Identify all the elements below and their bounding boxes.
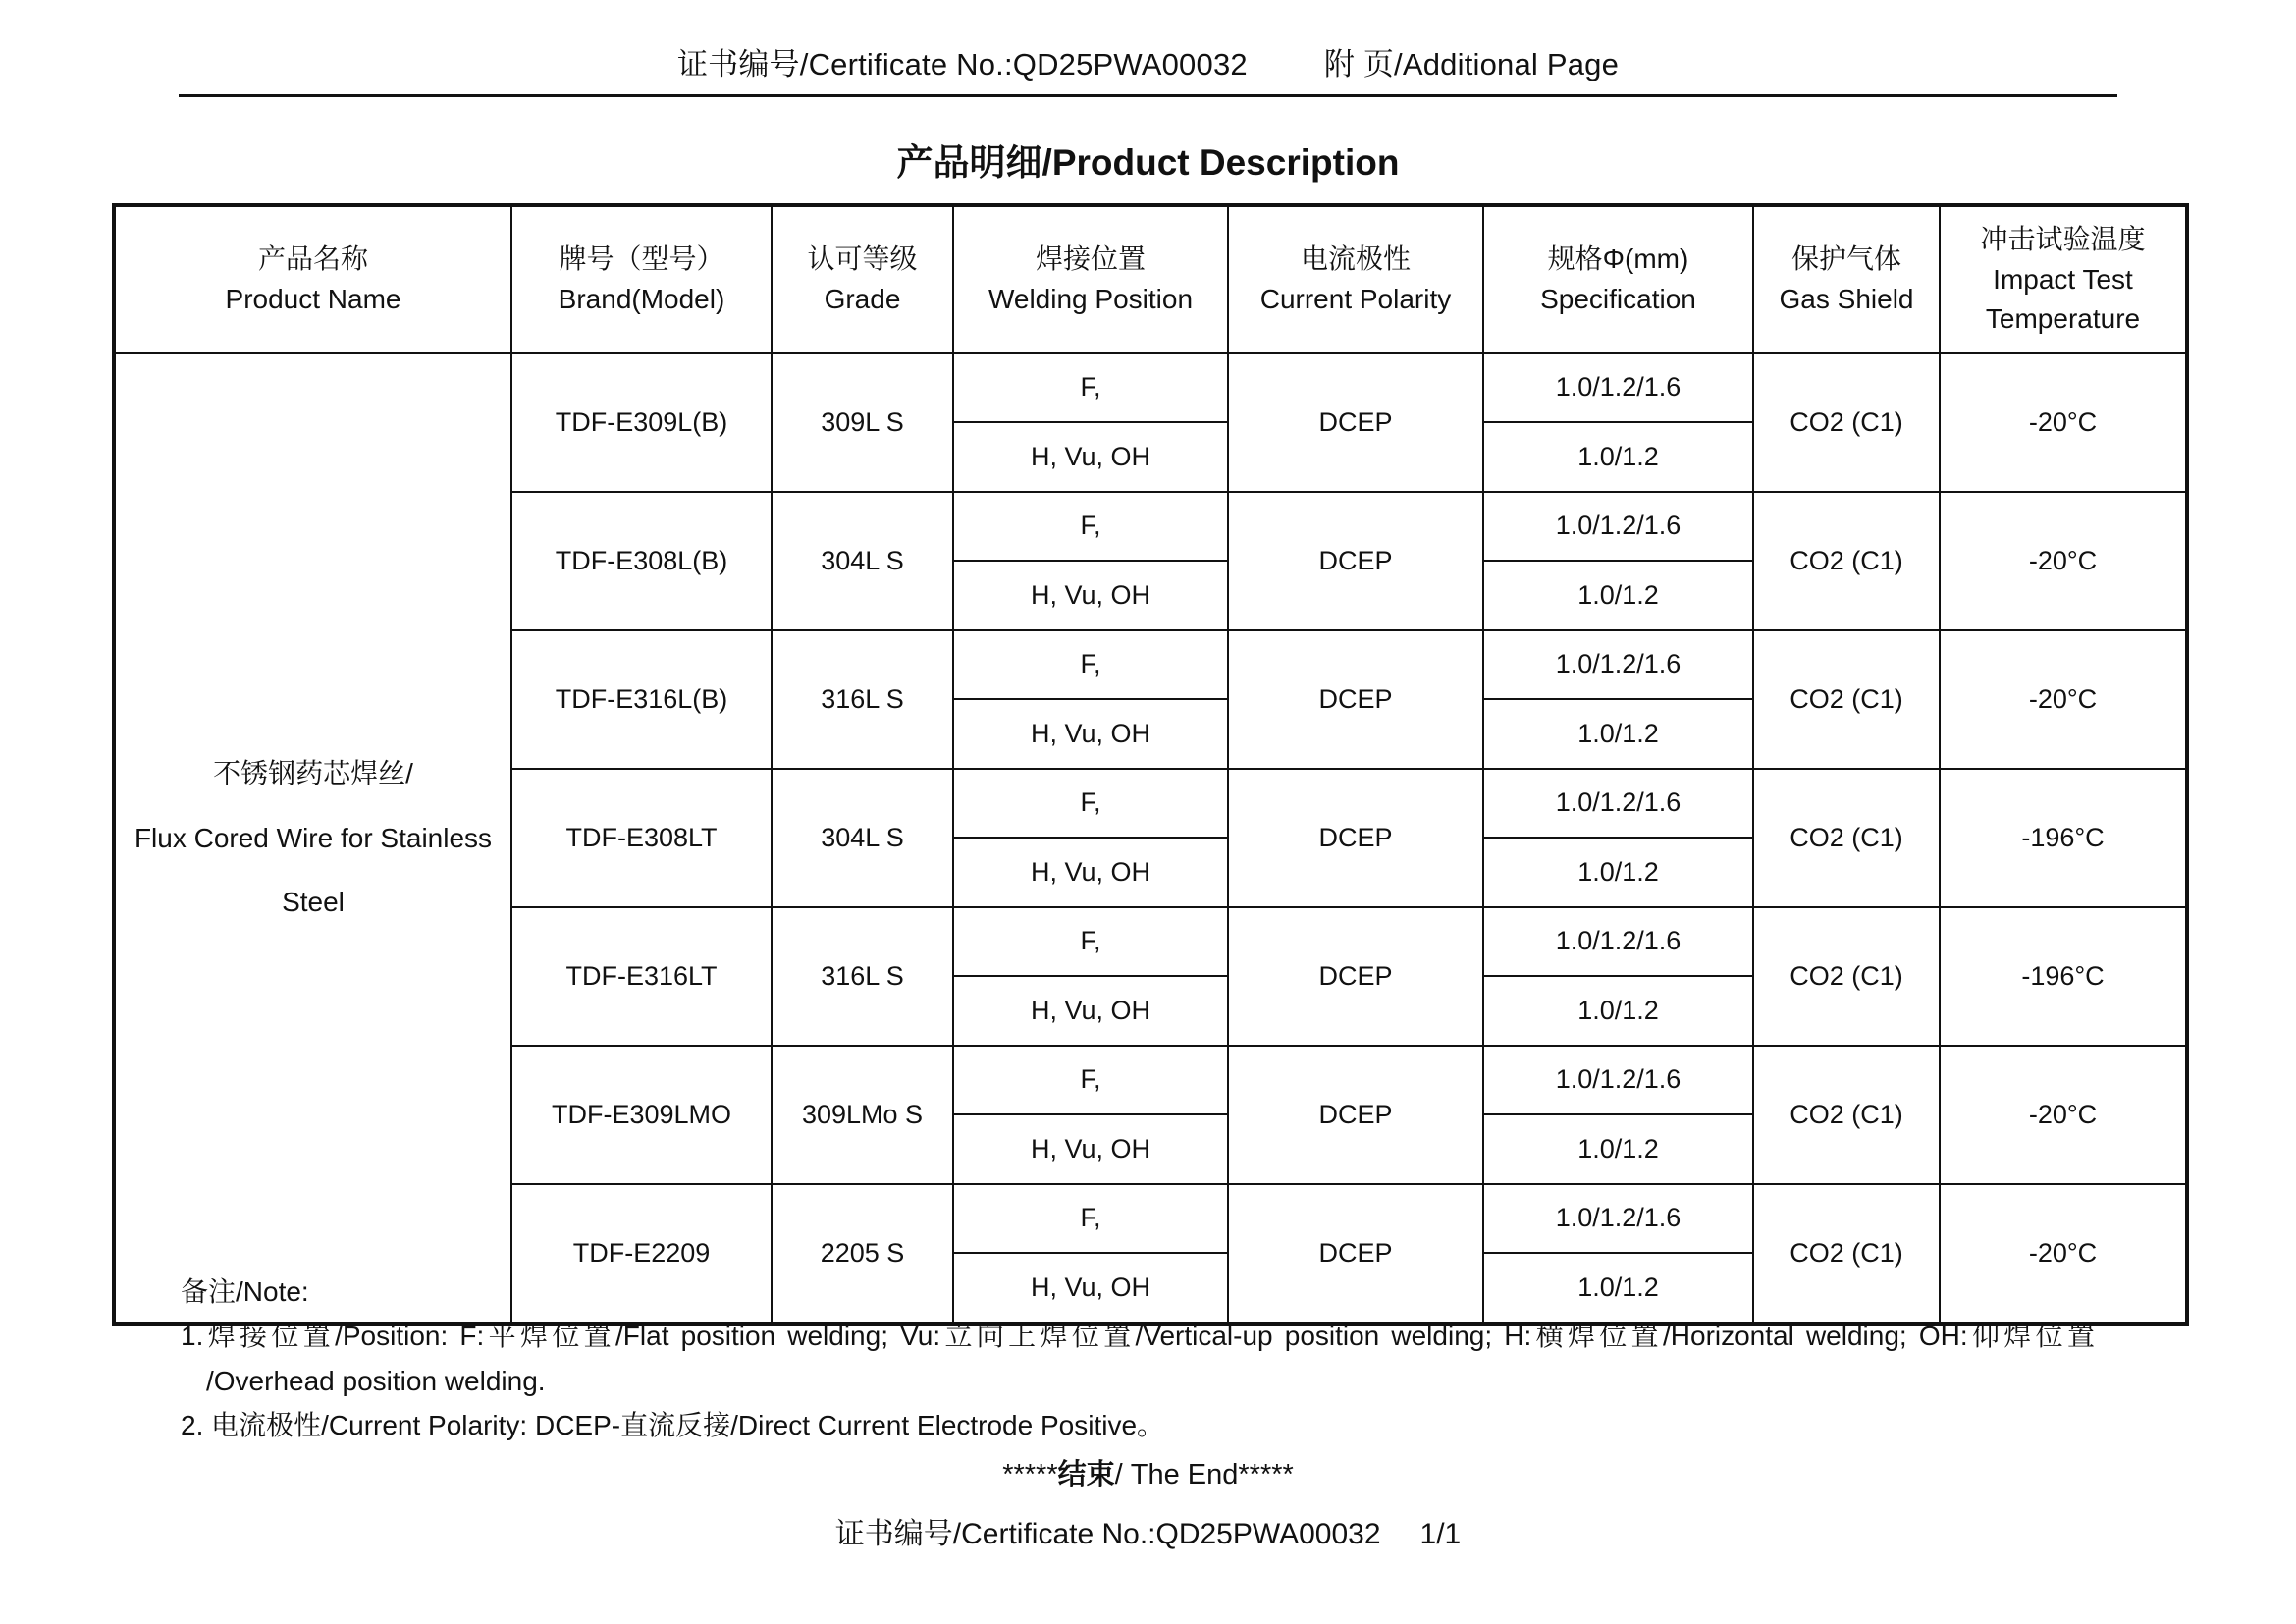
specification-top: 1.0/1.2/1.6	[1484, 908, 1752, 977]
welding-position-bottom: H, Vu, OH	[1030, 1133, 1151, 1164]
cell-impact-test-temperature: -196°C	[1940, 769, 2186, 907]
welding-position-top: F,	[954, 770, 1227, 839]
product-name-line-2: Flux Cored Wire for Stainless	[133, 822, 493, 853]
cell-current-polarity: DCEP	[1228, 630, 1483, 769]
column-header-welding-position	[953, 206, 1228, 353]
cell-brand-model: TDF-E2209	[511, 1184, 772, 1323]
page-title: 产品明细/Product Description	[896, 142, 1400, 183]
column-header-impact-test-temperature-en2: Temperature	[1985, 303, 2141, 335]
cell-brand-model: TDF-E309LMO	[511, 1046, 772, 1184]
column-header-grade-cn: 认可等级	[807, 244, 918, 275]
column-header-welding-position-cn: 焊接位置	[1035, 244, 1146, 275]
column-header-current-polarity-en: Current Polarity	[1259, 284, 1452, 314]
cell-welding-position	[953, 492, 1228, 630]
cell-brand-model: TDF-E316LT	[511, 907, 772, 1046]
header-divider	[179, 94, 2117, 97]
cell-specification	[1483, 630, 1753, 769]
cell-impact-test-temperature: -196°C	[1940, 907, 2186, 1046]
header-page-type: 附 页/Additional Page	[1323, 47, 1620, 81]
specification-bottom: 1.0/1.2	[1577, 718, 1659, 748]
cell-welding-position	[953, 769, 1228, 907]
cell-gas-shield: CO2 (C1)	[1753, 1184, 1940, 1323]
cell-impact-test-temperature: -20°C	[1940, 630, 2186, 769]
specification-bottom: 1.0/1.2	[1577, 856, 1659, 887]
cell-grade: 309LMo S	[772, 1046, 953, 1184]
cell-grade: 2205 S	[772, 1184, 953, 1323]
cell-grade: 309L S	[772, 353, 953, 492]
welding-position-top: F,	[954, 908, 1227, 977]
document-footer	[0, 1509, 2296, 1552]
end-marker-suffix: / The End*****	[1114, 1459, 1294, 1490]
cell-grade: 316L S	[772, 907, 953, 1046]
welding-position-bottom: H, Vu, OH	[1030, 995, 1151, 1025]
cell-specification	[1483, 907, 1753, 1046]
column-header-welding-position-en: Welding Position	[988, 284, 1194, 314]
column-header-grade-en: Grade	[824, 284, 901, 314]
end-marker-cn: 结束	[1057, 1459, 1115, 1490]
cell-specification	[1483, 492, 1753, 630]
welding-position-top: F,	[954, 1185, 1227, 1254]
column-header-specification-cn: 规格Φ(mm)	[1547, 244, 1689, 275]
note-2: 2. 电流极性/Current Polarity: DCEP-直流反接/Direct Current Electrode Positive。	[181, 1410, 1165, 1441]
welding-position-bottom: H, Vu, OH	[1030, 579, 1151, 610]
end-marker-prefix: *****	[1002, 1459, 1058, 1490]
cell-welding-position	[953, 907, 1228, 1046]
cell-gas-shield: CO2 (C1)	[1753, 769, 1940, 907]
column-header-grade	[772, 206, 953, 353]
footer-page-number: 1/1	[1419, 1518, 1462, 1550]
column-header-gas-shield-en: Gas Shield	[1779, 284, 1914, 314]
cell-grade: 316L S	[772, 630, 953, 769]
specification-bottom: 1.0/1.2	[1577, 995, 1659, 1025]
product-description-table-wrapper	[114, 205, 2185, 1324]
cell-current-polarity: DCEP	[1228, 353, 1483, 492]
specification-top: 1.0/1.2/1.6	[1484, 1185, 1752, 1254]
cell-impact-test-temperature: -20°C	[1940, 1046, 2186, 1184]
specification-bottom: 1.0/1.2	[1577, 579, 1659, 610]
notes-heading: 备注/Note:	[181, 1276, 309, 1307]
specification-top: 1.0/1.2/1.6	[1484, 1047, 1752, 1115]
cell-welding-position	[953, 630, 1228, 769]
product-name-line-3: Steel	[282, 887, 345, 918]
note-1-line-1: 1.焊接位置/Position: F:平焊位置/Flat position welding; Vu:立向上焊位置/Vertical-up position welding; H:横焊位置/Horizontal welding; OH:仰焊位置	[181, 1321, 2095, 1352]
cell-current-polarity: DCEP	[1228, 1046, 1483, 1184]
cell-current-polarity: DCEP	[1228, 492, 1483, 630]
cell-gas-shield: CO2 (C1)	[1753, 492, 1940, 630]
footer-certificate-number: 证书编号/Certificate No.:QD25PWA00032	[834, 1518, 1381, 1550]
welding-position-bottom: H, Vu, OH	[1030, 718, 1151, 748]
specification-top: 1.0/1.2/1.6	[1484, 631, 1752, 700]
specification-bottom: 1.0/1.2	[1577, 441, 1659, 471]
column-header-current-polarity-cn: 电流极性	[1300, 244, 1411, 275]
cell-gas-shield: CO2 (C1)	[1753, 353, 1940, 492]
document-header	[0, 39, 2296, 83]
column-header-product-name-cn: 产品名称	[257, 244, 368, 275]
specification-bottom: 1.0/1.2	[1577, 1272, 1659, 1302]
column-header-product-name-en: Product Name	[225, 284, 401, 314]
cell-specification	[1483, 1046, 1753, 1184]
specification-top: 1.0/1.2/1.6	[1484, 493, 1752, 562]
cell-impact-test-temperature: -20°C	[1940, 1184, 2186, 1323]
note-1-line-2: /Overhead position welding.	[206, 1365, 546, 1396]
header-certificate-number: 证书编号/Certificate No.:QD25PWA00032	[676, 47, 1248, 81]
cell-specification	[1483, 353, 1753, 492]
column-header-impact-test-temperature-cn: 冲击试验温度	[1980, 224, 2146, 255]
column-header-brand-model	[511, 206, 772, 353]
cell-current-polarity: DCEP	[1228, 907, 1483, 1046]
welding-position-bottom: H, Vu, OH	[1030, 441, 1151, 471]
specification-top: 1.0/1.2/1.6	[1484, 354, 1752, 423]
cell-specification	[1483, 769, 1753, 907]
table-body	[115, 353, 2186, 1323]
cell-gas-shield: CO2 (C1)	[1753, 630, 1940, 769]
table-header-row	[115, 206, 2186, 353]
cell-current-polarity: DCEP	[1228, 769, 1483, 907]
column-header-specification-en: Specification	[1540, 284, 1696, 314]
cell-gas-shield: CO2 (C1)	[1753, 907, 1940, 1046]
cell-grade: 304L S	[772, 769, 953, 907]
product-name-line-1: 不锈钢药芯焊丝/	[213, 757, 413, 788]
table-row	[115, 353, 2186, 492]
specification-top: 1.0/1.2/1.6	[1484, 770, 1752, 839]
cell-brand-model: TDF-E309L(B)	[511, 353, 772, 492]
cell-impact-test-temperature: -20°C	[1940, 492, 2186, 630]
welding-position-bottom: H, Vu, OH	[1030, 856, 1151, 887]
welding-position-bottom: H, Vu, OH	[1030, 1272, 1151, 1302]
column-header-impact-test-temperature-en: Impact Test	[1993, 263, 2133, 295]
column-header-brand-model-en: Brand(Model)	[558, 284, 725, 314]
column-header-specification	[1483, 206, 1753, 353]
cell-brand-model: TDF-E308LT	[511, 769, 772, 907]
cell-welding-position	[953, 353, 1228, 492]
cell-grade: 304L S	[772, 492, 953, 630]
notes-section	[181, 1270, 2144, 1447]
column-header-impact-test-temperature	[1940, 206, 2186, 353]
cell-product-name	[115, 353, 511, 1323]
column-header-gas-shield	[1753, 206, 1940, 353]
column-header-current-polarity	[1228, 206, 1483, 353]
cell-brand-model: TDF-E316L(B)	[511, 630, 772, 769]
welding-position-top: F,	[954, 1047, 1227, 1115]
cell-current-polarity: DCEP	[1228, 1184, 1483, 1323]
welding-position-top: F,	[954, 354, 1227, 423]
column-header-product-name	[115, 206, 511, 353]
end-marker	[0, 1452, 2296, 1492]
welding-position-top: F,	[954, 493, 1227, 562]
specification-bottom: 1.0/1.2	[1577, 1133, 1659, 1164]
cell-welding-position	[953, 1046, 1228, 1184]
cell-brand-model: TDF-E308L(B)	[511, 492, 772, 630]
cell-impact-test-temperature: -20°C	[1940, 353, 2186, 492]
column-header-brand-model-cn: 牌号（型号）	[559, 244, 724, 275]
welding-position-top: F,	[954, 631, 1227, 700]
product-description-table	[114, 205, 2187, 1324]
cell-gas-shield: CO2 (C1)	[1753, 1046, 1940, 1184]
column-header-gas-shield-cn: 保护气体	[1790, 244, 1901, 275]
